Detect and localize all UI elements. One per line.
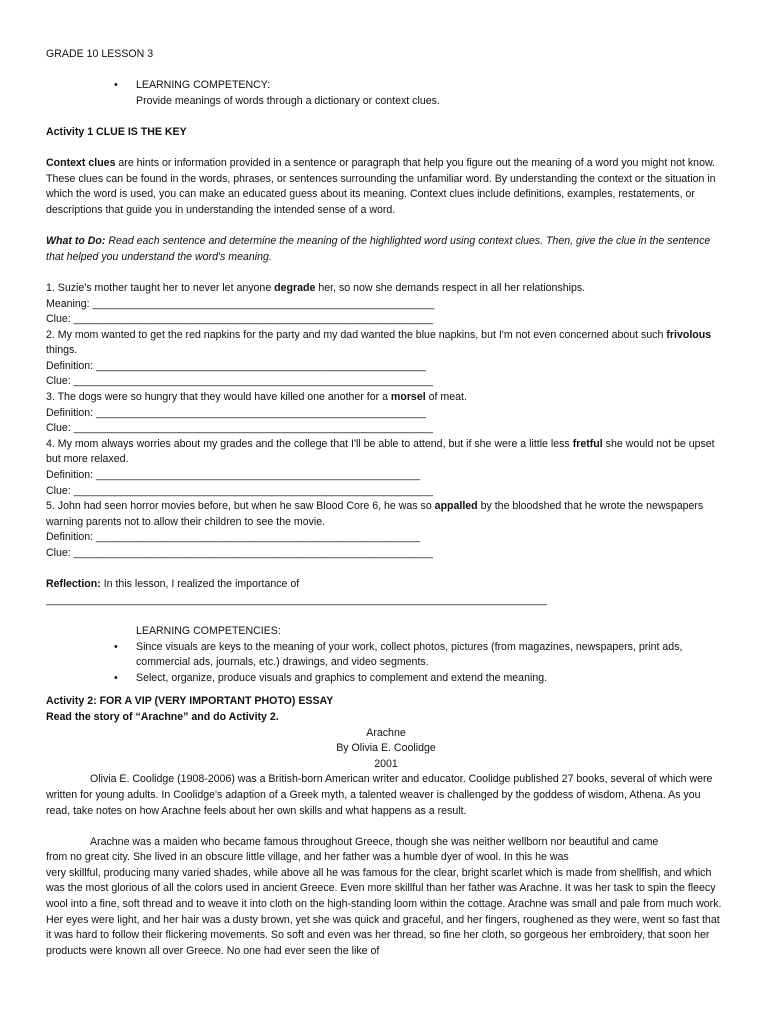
highlighted-word: appalled <box>434 500 478 513</box>
answer-line-definition[interactable]: Definition: ________________________________________________________ <box>46 406 426 419</box>
sentence-text: she would not be upset but more relaxed. <box>46 437 715 466</box>
story-text-rest: very skillful, producing many varied shades, while above all he was famous for the clear, bright scarlet which is made from shellfish, and which was the most glorious of all the colors used in ancient Greece. Even more skillful than her father was Arachne. It was her task to spin the fleecy wool into a fine, soft thread and to weave it into cloth on the high-standing loom within the cottage. Arachne was small and pale from much work. Her eyes were light, and her hair was a dusty brown, yet she was quick and graceful, and her fingers, roughened as they were, went so fast that it was hard to follow their flickering movements. So soft and even was her thread, so fine her cloth, so gorgeous her embroidery, that soon her products were known all over Greece. No one had ever seen the like of <box>46 866 722 957</box>
story-year: 2001 <box>374 757 398 770</box>
exercise-item-3 <box>46 390 726 437</box>
sentence-text: 1. Suzie's mother taught her to never let anyone <box>46 281 275 294</box>
highlighted-word: degrade <box>274 281 316 294</box>
what-to-do-text: Read each sentence and determine the meaning of the highlighted word using context clues. Then, give the clue in the sentence that helped you understand the word's meaning. <box>46 235 711 263</box>
story-author: By Olivia E. Coolidge <box>336 742 436 755</box>
what-to-do-paragraph <box>46 234 726 265</box>
sentence-text: 2. My mom wanted to get the red napkins for the party and my dad wanted the blue napkins, but I'm not even concerned about such <box>46 328 667 341</box>
highlighted-word: frivolous <box>666 328 712 341</box>
sentence-text: 4. My mom always worries about my grades and the college that I'll be able to attend, but if she were a little less <box>46 437 573 450</box>
context-clues-term: Context clues <box>46 157 116 170</box>
exercise-sentence <box>46 437 726 468</box>
what-to-do-label: What to Do: <box>46 235 106 248</box>
answer-line-clue[interactable]: Clue: _____________________________________________________________ <box>46 375 434 388</box>
sentence-text: things. <box>46 344 78 357</box>
context-clues-paragraph <box>46 156 726 218</box>
answer-line-clue[interactable]: Clue: _____________________________________________________________ <box>46 422 434 435</box>
answer-line-definition[interactable]: Definition: _______________________________________________________ <box>46 531 421 544</box>
exercise-sentence <box>46 328 726 359</box>
highlighted-word: fretful <box>572 437 603 450</box>
reflection-text: In this lesson, I realized the importance of <box>100 578 300 591</box>
exercise-sentence <box>46 499 726 530</box>
story-line: from no great city. She lived in an obscure little village, and her father was a humble dyer of wool. In this he was <box>46 851 569 864</box>
competency-bullet-2: • Select, organize, produce visuals and graphics to complement and extend the meaning. <box>136 671 726 687</box>
author-bio-paragraph <box>46 772 726 819</box>
exercise-item-5 <box>46 499 726 561</box>
worksheet-page <box>46 47 726 959</box>
competency-text: Provide meanings of words through a dictionary or context clues. <box>136 94 440 107</box>
sentence-text: by the bloodshed that he wrote the newspapers warning parents not to allow their children to see the movie. <box>46 500 704 528</box>
context-clues-definition: are hints or information provided in a sentence or paragraph that help you figure out the meaning of a word you might not know. These clues can be found in the words, phrases, or sentences surrounding the unfamiliar word. By understanding the context or the situation in which the word is used, you can make an educated guess about its meaning. Context clues include definitions, examples, restatements, or descriptions that guide you in understanding the intended sense of a word. <box>46 157 716 216</box>
activity2-label: Activity 2: FOR A VIP (VERY IMPORTANT PHOTO) ESSAY <box>46 695 334 708</box>
competencies-title: LEARNING COMPETENCIES: <box>136 624 281 637</box>
competency-bullet-1: • Since visuals are keys to the meaning of your work, collect photos, pictures (from magazines, newspapers, print ads, commercial ads, journals, etc.) drawings, and video segments. <box>136 640 726 671</box>
highlighted-word: morsel <box>390 391 426 404</box>
story-paragraph <box>46 835 726 960</box>
lesson-header: GRADE 10 LESSON 3 <box>46 48 154 60</box>
story-title: Arachne <box>366 726 406 739</box>
sentence-text: her, so now she demands respect in all her relationships. <box>315 281 586 294</box>
exercise-item-1 <box>46 281 726 328</box>
sentence-text: 3. The dogs were so hungry that they would have killed one another for a <box>46 391 391 404</box>
reflection-prompt <box>46 577 726 593</box>
answer-line-clue[interactable]: Clue: _____________________________________________________________ <box>46 547 434 559</box>
story-text: Arachne was a maiden who became famous throughout Greece, though she was neither wellborn nor beautiful and came <box>90 835 659 848</box>
activity2-heading <box>46 694 726 710</box>
answer-line-definition[interactable]: Definition: _______________________________________________________ <box>46 469 421 482</box>
activity1-heading <box>46 125 726 141</box>
answer-line-clue[interactable]: Clue: _____________________________________________________________ <box>46 313 434 326</box>
answer-line-definition[interactable]: Definition: ________________________________________________________ <box>46 359 426 372</box>
activity2-instruction-text: Read the story of “Arachne” and do Activity 2. <box>46 710 279 723</box>
competency-title: • LEARNING COMPETENCY: <box>136 78 726 94</box>
exercise-sentence <box>46 281 726 297</box>
exercise-sentence <box>46 390 726 406</box>
story-line <box>46 835 726 851</box>
exercise-list <box>46 281 726 562</box>
activity1-label: Activity 1 CLUE IS THE KEY <box>46 125 187 138</box>
exercise-item-4 <box>46 437 726 499</box>
reflection-answer-line[interactable]: _____________________________________________________________________________________ <box>46 593 547 606</box>
reflection-label: Reflection: <box>46 578 101 591</box>
sentence-text: of meat. <box>425 391 467 404</box>
sentence-text: 5. John had seen horror movies before, but when he saw Blood Core 6, he was so <box>46 500 435 513</box>
exercise-item-2 <box>46 328 726 390</box>
author-bio-text: Olivia E. Coolidge (1908-2006) was a British-born American writer and educator. Coolidge published 27 books, several of which were written for young adults. In Coolidge's adaption of a Greek myth, a talented weaver is challenged by the goddess of wisdom, Athena. As you read, take notes on how Arachne feels about her own skills and what happens as a result. <box>46 773 713 817</box>
answer-line-meaning[interactable]: Meaning: __________________________________________________________ <box>46 297 435 310</box>
answer-line-clue[interactable]: Clue: _____________________________________________________________ <box>46 484 434 497</box>
activity2-instruction <box>46 710 726 726</box>
